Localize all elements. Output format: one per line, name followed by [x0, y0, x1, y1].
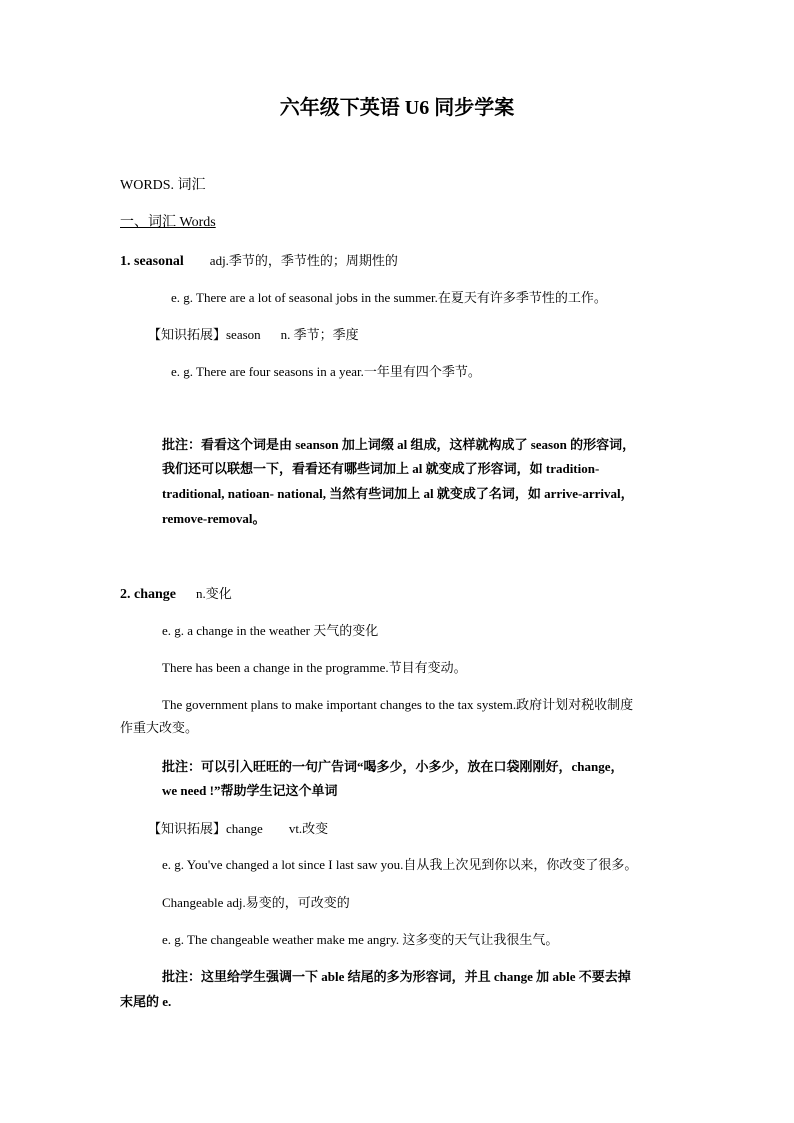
- example-sentence: The government plans to make important changes to the tax system.政府计划对税收制度: [162, 697, 634, 712]
- teacher-note-line: 批注：这里给学生强调一下 able 结尾的多为形容词，并且 change 加 able 不要去掉: [162, 969, 631, 984]
- knowledge-extension: [148, 821, 328, 837]
- teacher-note-line: 批注：看看这个词是由 seanson 加上词缀 al 组成，这样就构成了 season 的形容词，: [162, 437, 636, 452]
- teacher-note-line: traditional, natioan- national, 当然有些词加上 al 就变成了名词，如 arrive-arrival，: [162, 486, 634, 501]
- teacher-note-line: 末尾的 e.: [120, 994, 172, 1009]
- entry-change: [120, 586, 232, 604]
- entry-word: 2. change: [120, 587, 176, 602]
- page-title: 六年级下英语 U6 同步学案: [279, 97, 515, 119]
- entry-seasonal: [120, 253, 398, 271]
- entry-meaning: adj.季节的，季节性的；周期性的: [209, 253, 398, 268]
- extension-label: 【知识拓展】change: [148, 821, 263, 836]
- section-heading: 一、词汇 Words: [120, 215, 216, 230]
- example-sentence: e. g. a change in the weather 天气的变化: [162, 623, 379, 638]
- example-sentence: There has been a change in the programme.节目有变动。: [162, 660, 467, 675]
- teacher-note-line: 我们还可以联想一下，看看还有哪些词加上 al 就变成了形容词，如 tradition-: [162, 461, 600, 476]
- knowledge-extension: [148, 327, 359, 343]
- example-sentence: e. g. There are four seasons in a year.一年里有四个季节。: [171, 364, 481, 379]
- teacher-note-line: 批注：可以引入旺旺的一句广告词“喝多少，小多少，放在口袋刚刚好，change，: [162, 759, 624, 774]
- example-sentence-continued: 作重大改变。: [120, 720, 199, 735]
- example-sentence: e. g. There are a lot of seasonal jobs in the summer.在夏天有许多季节性的工作。: [171, 290, 607, 305]
- extension-meaning: vt.改变: [288, 821, 329, 836]
- teacher-note-line: we need !”帮助学生记这个单词: [162, 783, 338, 798]
- example-sentence: e. g. The changeable weather make me angry. 这多变的天气让我很生气。: [162, 932, 559, 947]
- derived-word: Changeable adj.易变的，可改变的: [162, 895, 350, 910]
- entry-word: 1. seasonal: [120, 254, 184, 269]
- extension-label: 【知识拓展】season: [148, 327, 261, 342]
- example-sentence: e. g. You've changed a lot since I last saw you.自从我上次见到你以来，你改变了很多。: [162, 857, 638, 872]
- section-label: WORDS. 词汇: [120, 178, 206, 193]
- teacher-note-line: remove-removal。: [162, 511, 266, 526]
- extension-meaning: n. 季节；季度: [280, 327, 359, 342]
- entry-meaning: n.变化: [196, 586, 232, 601]
